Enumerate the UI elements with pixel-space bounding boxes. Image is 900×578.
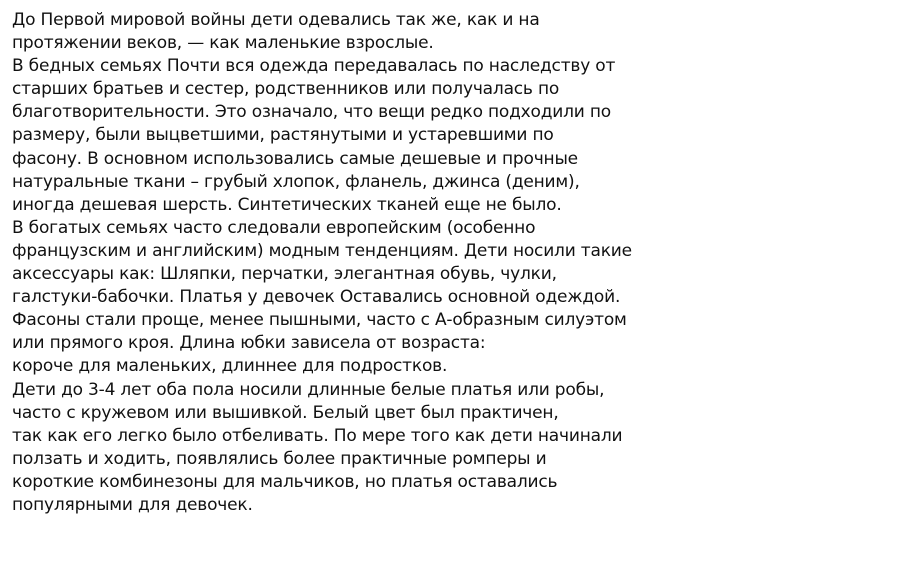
text-line: ползать и ходить, появлялись более практичные ромперы и [12,448,547,469]
text-line: часто с кружевом или вышивкой. Белый цвет был практичен, [12,402,559,423]
text-line: Фасоны стали проще, менее пышными, часто с А-образным силуэтом [12,310,627,331]
text-line: До Первой мировой войны дети одевались так же, как и на [12,10,540,30]
text-line: В богатых семьях часто следовали европейским (особенно [12,217,536,238]
text-line: фасону. В основном использовались самые дешевые и прочные [12,148,578,169]
text-line: В бедных семьях Почти вся одежда передавалась по наследству от [12,56,616,77]
text-line: аксессуары как: Шляпки, перчатки, элегантная обувь, чулки, [12,264,557,285]
text-line: короче для маленьких, длиннее для подростков. [12,356,448,377]
text-line: короткие комбинезоны для мальчиков, но платья оставались [12,471,558,492]
text-line: Дети до 3-4 лет оба пола носили длинные белые платья или робы, [12,379,605,400]
text-line: протяжении веков, — как маленькие взрослые. [12,33,434,54]
text-line: старших братьев и сестер, родственников или получалась по [12,79,560,100]
text-line: благотворительности. Это означало, что вещи редко подходили по [12,102,611,123]
text-line: или прямого кроя. Длина юбки зависела от возраста: [12,333,486,354]
text-line: так как его легко было отбеливать. По мере того как дети начинали [12,425,623,446]
document-body [12,9,892,517]
text-line: натуральные ткани – грубый хлопок, фланель, джинса (деним), [12,171,580,192]
text-line: галстуки-бабочки. Платья у девочек Оставались основной одеждой. [12,287,621,308]
text-line: популярными для девочек. [12,494,253,515]
text-line: размеру, были выцветшими, растянутыми и устаревшими по [12,125,554,146]
text-line: иногда дешевая шерсть. Синтетических тканей еще не было. [12,194,562,215]
text-line: французским и английским) модным тенденциям. Дети носили такие [12,240,632,261]
